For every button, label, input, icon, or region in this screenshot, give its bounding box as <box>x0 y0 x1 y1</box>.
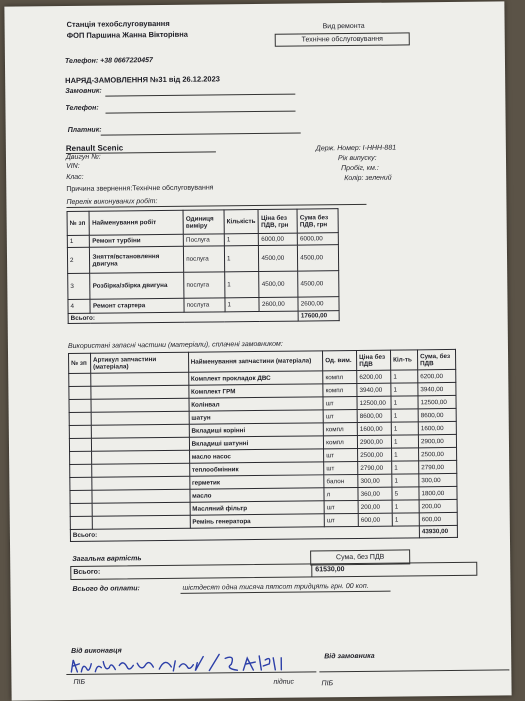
sum-without-vat-box: Сума, без ПДВ <box>310 549 410 565</box>
table-row <box>67 245 338 274</box>
parts-cell: шт <box>324 461 358 474</box>
parts-cell <box>70 503 92 516</box>
parts-cell: 1600,00 <box>418 421 456 434</box>
parts-cell: шт <box>324 513 358 526</box>
order-title: НАРЯД-ЗАМОВЛЕННЯ №31 від 26.12.2023 <box>65 74 220 86</box>
parts-cell: Комплект прокладок ДВС <box>188 371 323 385</box>
parts-cell <box>92 502 190 516</box>
parts-cell: 6200,00 <box>418 369 456 382</box>
table-row <box>68 271 339 300</box>
works-header-row <box>67 209 338 236</box>
pib-label-executor: ПІБ <box>73 678 86 686</box>
parts-cell <box>69 412 91 425</box>
mileage-label: Пробіг, км.: <box>341 164 379 173</box>
parts-cell <box>92 515 190 529</box>
executor-signature <box>69 651 314 678</box>
parts-cell <box>91 437 189 451</box>
works-cell: 6000,00 <box>297 233 338 245</box>
works-cell: 1 <box>67 235 90 247</box>
works-cell: послуга <box>184 246 225 272</box>
parts-cell: 2790,00 <box>358 461 392 474</box>
grand-total-label: Всього: <box>73 568 101 576</box>
works-cell: 4500,00 <box>259 271 298 297</box>
parts-cell: 1 <box>392 461 419 474</box>
works-cell: 4500,00 <box>298 245 339 271</box>
parts-col-unit: Од. вим. <box>323 350 357 370</box>
parts-cell: компл <box>323 422 357 435</box>
parts-cell: масло насос <box>189 449 324 463</box>
works-cell: 4500,00 <box>298 271 339 297</box>
parts-cell: 8600,00 <box>357 409 391 422</box>
parts-body <box>69 369 458 529</box>
parts-cell: 600,00 <box>419 512 457 525</box>
parts-cell: 5 <box>392 487 419 500</box>
repair-type-label: Вид ремонта <box>322 22 365 31</box>
parts-cell: Колінвал <box>189 397 324 411</box>
parts-cell: 12500,00 <box>418 395 456 408</box>
parts-cell: 6200,00 <box>357 370 391 383</box>
payer-line <box>101 133 301 136</box>
works-col-unit: Одиниця виміру <box>183 210 224 234</box>
works-col-sum: Сума без ПДВ, грн <box>297 209 338 233</box>
parts-cell: 1 <box>391 370 418 383</box>
works-cell: 1 <box>224 233 259 245</box>
parts-cell: 300,00 <box>419 473 457 486</box>
parts-cell: масло <box>190 488 325 502</box>
vehicle-model: Renault Scenic <box>65 143 124 154</box>
parts-table <box>68 349 458 542</box>
parts-cell: шатун <box>189 410 324 424</box>
works-cell: послуга <box>184 272 225 298</box>
parts-cell: 1 <box>391 383 418 396</box>
plate-number: Держ. Номер: І-ННН-881 <box>315 144 397 153</box>
class-label: Клас: <box>66 173 84 181</box>
parts-col-name: Найменування запчастини (матеріала) <box>188 351 323 372</box>
parts-cell: 2500,00 <box>419 447 457 460</box>
parts-cell: компл <box>323 370 357 383</box>
parts-cell: Масляний фільтр <box>190 501 325 515</box>
works-col-qty: Кількість <box>224 209 259 233</box>
works-total-row <box>68 311 339 324</box>
executor-label: Від виконавця <box>71 647 122 655</box>
works-cell: Ремонт турбіни <box>90 234 184 247</box>
parts-cell: 1600,00 <box>357 422 391 435</box>
works-cell: 4500,00 <box>259 245 298 271</box>
parts-cell <box>69 399 91 412</box>
parts-cell: герметик <box>189 475 324 489</box>
grand-total-row <box>70 562 477 580</box>
parts-cell: шт <box>323 409 357 422</box>
parts-cell <box>70 451 92 464</box>
sign-label: підпис <box>273 678 295 686</box>
parts-cell: 600,00 <box>358 513 392 526</box>
customer-phone-label: Телефон: <box>65 104 99 113</box>
parts-cell: Вкладиші шатунні <box>189 436 324 450</box>
parts-cell <box>91 411 189 425</box>
owner-name: ФОП Паршина Жанна Вікторівна <box>66 29 188 40</box>
customer-sign-label: Від замовника <box>324 652 375 661</box>
parts-cell: 1800,00 <box>419 486 457 499</box>
parts-col-qty: Кіл-ть <box>391 350 418 370</box>
works-cell: 2600,00 <box>259 297 298 311</box>
parts-cell: 1 <box>392 448 419 461</box>
parts-cell: шт <box>324 448 358 461</box>
works-cell: Послуга <box>183 234 224 246</box>
customer-line <box>105 94 295 97</box>
customer-phone-line <box>105 111 295 114</box>
works-total-value: 17600,00 <box>298 311 339 321</box>
year-label: Рік випуску: <box>337 154 377 163</box>
parts-cell: 8600,00 <box>418 408 456 421</box>
works-cell: 1 <box>225 271 260 297</box>
to-pay-label: Всього до оплати: <box>72 585 140 593</box>
parts-cell: 1 <box>392 513 419 526</box>
works-cell: 4 <box>68 299 91 313</box>
payer-label: Платник: <box>67 126 102 134</box>
parts-cell: Ремінь генератора <box>190 514 325 528</box>
visit-reason: Причина звернення:Технічне обслуговування <box>66 184 214 193</box>
works-cell: 2600,00 <box>298 297 339 311</box>
parts-cell: 1 <box>391 435 418 448</box>
parts-cell <box>92 489 190 503</box>
works-cell: 1 <box>224 245 259 271</box>
works-cell: 2 <box>67 247 90 273</box>
parts-col-num: № зп <box>69 353 91 373</box>
parts-cell: 12500,00 <box>357 396 391 409</box>
parts-cell <box>91 372 189 386</box>
parts-cell: 2900,00 <box>357 435 391 448</box>
parts-cell <box>91 385 189 399</box>
parts-title: Використані запасні частини (матеріали), сплачені замовником: <box>67 340 283 350</box>
works-total-label: Всього: <box>68 311 298 323</box>
parts-cell <box>92 476 190 490</box>
parts-cell <box>69 425 91 438</box>
parts-cell <box>69 373 91 386</box>
parts-col-price: Ціна без ПДВ <box>357 350 391 370</box>
parts-cell: Вкладиші корінні <box>189 423 324 437</box>
parts-cell: 2900,00 <box>418 434 456 447</box>
parts-cell: 300,00 <box>358 474 392 487</box>
parts-cell: 1 <box>391 409 418 422</box>
parts-cell <box>91 424 189 438</box>
parts-cell: 3940,00 <box>418 382 456 395</box>
parts-cell <box>92 463 190 477</box>
parts-cell: 200,00 <box>419 499 457 512</box>
pib-label-customer: ПІБ <box>321 680 334 688</box>
parts-cell: 2790,00 <box>419 460 457 473</box>
works-cell: Ремонт стартера <box>90 298 184 313</box>
parts-cell: 3940,00 <box>357 383 391 396</box>
parts-cell: 1 <box>392 500 419 513</box>
parts-total-value: 43930,00 <box>419 525 457 537</box>
works-table <box>67 208 340 324</box>
repair-type-box: Технічне обслуговування <box>275 32 410 46</box>
parts-cell: компл <box>324 435 358 448</box>
parts-cell: 1 <box>391 422 418 435</box>
works-cell: послуга <box>184 298 225 312</box>
works-cell: Розбірка/збірка двигуна <box>90 272 184 299</box>
customer-sign-line <box>319 669 509 672</box>
works-col-num: № зп <box>67 211 90 235</box>
color-label: Колір: зелений <box>344 174 392 183</box>
engine-label: Двигун №: <box>65 153 101 162</box>
parts-col-article: Артикул запчастини (матеріала) <box>90 352 188 373</box>
parts-cell: 200,00 <box>358 500 392 513</box>
parts-cell <box>91 398 189 412</box>
works-cell: Зняття/встановлення двигуна <box>90 246 184 273</box>
parts-cell <box>70 516 92 529</box>
parts-cell: 1 <box>392 474 419 487</box>
parts-cell <box>70 490 92 503</box>
parts-cell: л <box>324 487 358 500</box>
parts-cell: 360,00 <box>358 487 392 500</box>
customer-label: Замовник: <box>65 87 102 96</box>
parts-cell <box>69 386 91 399</box>
parts-cell <box>70 464 92 477</box>
parts-col-sum: Сума, без ПДВ <box>417 349 455 369</box>
parts-cell: 1 <box>391 396 418 409</box>
parts-cell: шт <box>323 396 357 409</box>
works-col-name: Найменування робіт <box>89 210 183 235</box>
works-cell: 1 <box>225 297 260 311</box>
parts-cell <box>91 450 189 464</box>
parts-cell: шт <box>324 500 358 513</box>
grand-total-divider <box>311 564 313 576</box>
general-cost-label: Загальна вартість <box>72 555 142 563</box>
grand-total-value: 61530,00 <box>315 566 345 574</box>
works-title: Перелік виконуваних робіт: <box>66 198 158 206</box>
parts-cell: балон <box>324 474 358 487</box>
parts-cell: 2500,00 <box>358 448 392 461</box>
parts-cell: Комплект ГРМ <box>188 384 323 398</box>
to-pay-words: шістдесят одна тисяча пятсот тридцять грн. 00 коп. <box>182 582 369 592</box>
parts-cell: компл <box>323 383 357 396</box>
parts-cell: теплообмінник <box>189 462 324 476</box>
parts-total-label: Всього: <box>70 526 419 542</box>
parts-cell <box>70 477 92 490</box>
works-cell: 3 <box>68 273 91 299</box>
station-name: Станція техобслуговування <box>66 18 170 29</box>
parts-cell <box>69 438 91 451</box>
order-document <box>4 1 511 700</box>
works-cell: 6000,00 <box>259 233 298 245</box>
phone: Телефон: +38 0667220457 <box>64 57 153 66</box>
vin-label: VIN: <box>66 162 80 170</box>
works-col-price: Ціна без ПДВ, грн <box>258 209 297 233</box>
